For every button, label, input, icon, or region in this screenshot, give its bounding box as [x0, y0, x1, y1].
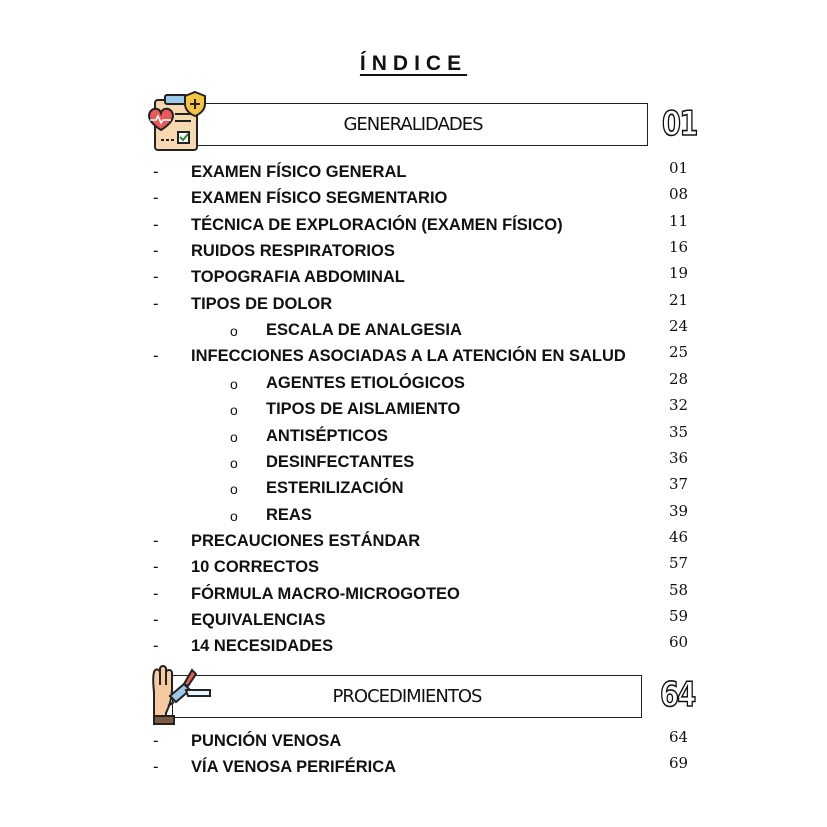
entry-bullet: o	[230, 454, 238, 471]
toc-entry	[0, 527, 827, 554]
entry-label: TOPOGRAFIA ABDOMINAL	[191, 268, 405, 287]
entry-label: EXAMEN FÍSICO SEGMENTARIO	[191, 189, 448, 208]
entry-bullet: o	[230, 507, 238, 524]
entry-page-number: 37	[669, 475, 689, 494]
section-label: GENERALIDADES	[343, 114, 483, 135]
entry-label: RUIDOS RESPIRATORIOS	[191, 242, 395, 261]
entry-bullet: o	[230, 323, 238, 340]
entry-page-number: 01	[669, 159, 689, 177]
entry-bullet: -	[153, 610, 159, 629]
toc-entry	[0, 754, 827, 780]
toc-subentry	[0, 422, 827, 449]
entry-label: 10 CORRECTOS	[191, 558, 320, 577]
toc-entry	[0, 343, 827, 369]
entry-bullet: -	[153, 189, 159, 208]
entry-label: AGENTES ETIOLÓGICOS	[266, 373, 465, 392]
entry-bullet: -	[153, 294, 159, 313]
entry-label: FÓRMULA MACRO-MICROGOTEO	[191, 584, 460, 603]
section-number: 01	[662, 104, 697, 144]
entry-page-number: 16	[669, 238, 689, 257]
entry-label: TIPOS DE DOLOR	[191, 294, 333, 313]
toc-entry	[0, 290, 827, 317]
entry-label: EQUIVALENCIAS	[191, 610, 326, 629]
entry-page-number: 46	[669, 527, 689, 546]
entry-bullet: -	[153, 268, 159, 287]
entry-bullet: -	[153, 215, 159, 234]
hand-injection-icon	[146, 660, 216, 731]
section-number: 64	[660, 675, 695, 715]
toc-subentry	[0, 475, 827, 501]
toc-subentry	[0, 396, 827, 422]
entry-label: ESCALA DE ANALGESIA	[266, 321, 462, 340]
entry-label: VÍA VENOSA PERIFÉRICA	[191, 758, 397, 776]
entry-label: ANTISÉPTICOS	[266, 426, 388, 445]
toc-entry	[0, 633, 827, 659]
toc-subentry	[0, 317, 827, 343]
entry-bullet: -	[153, 163, 159, 181]
entry-page-number: 59	[669, 606, 689, 625]
entry-page-number: 11	[669, 211, 689, 230]
entry-bullet: o	[230, 428, 238, 445]
entry-label: TIPOS DE AISLAMIENTO	[266, 400, 461, 419]
entry-page-number: 28	[669, 369, 689, 388]
entry-label: DESINFECTANTES	[266, 452, 415, 471]
toc-entry	[0, 238, 827, 264]
entry-label: EXAMEN FÍSICO GENERAL	[191, 163, 407, 181]
entry-page-number: 21	[669, 290, 689, 309]
entry-page-number: 39	[669, 501, 689, 520]
toc-entry	[0, 159, 827, 185]
entry-label: PRECAUCIONES ESTÁNDAR	[191, 531, 421, 550]
entry-bullet: -	[153, 732, 159, 750]
entry-page-number: 60	[669, 633, 689, 652]
entry-page-number: 57	[669, 554, 689, 573]
toc-subentry	[0, 501, 827, 528]
entry-label: TÉCNICA DE EXPLORACIÓN (EXAMEN FÍSICO)	[191, 215, 563, 234]
entry-bullet: -	[153, 584, 159, 603]
entry-label: 14 NECESIDADES	[191, 637, 334, 656]
entry-page-number: 36	[669, 448, 689, 467]
section-header-procedimientos	[172, 675, 642, 718]
entry-page-number: 32	[669, 396, 689, 415]
toc-entry	[0, 185, 827, 211]
toc-entry	[0, 554, 827, 580]
medical-record-heart-icon	[145, 90, 211, 157]
entry-page-number: 19	[669, 264, 689, 283]
entry-label: INFECCIONES ASOCIADAS A LA ATENCIÓN EN SALUD	[191, 347, 626, 366]
page-title: ÍNDICE	[359, 52, 468, 75]
entry-page-number: 58	[669, 580, 689, 599]
entry-page-number: 25	[669, 343, 689, 362]
toc-entry	[0, 264, 827, 290]
toc-entry	[0, 728, 827, 754]
section-header-generalidades	[178, 103, 648, 146]
toc-subentry	[0, 369, 827, 396]
toc-subentry	[0, 448, 827, 475]
entry-label: PUNCIÓN VENOSA	[191, 732, 342, 750]
entry-label: REAS	[266, 505, 312, 524]
entry-bullet: -	[153, 347, 159, 366]
entry-bullet: -	[153, 637, 159, 656]
entry-page-number: 24	[669, 317, 689, 336]
entry-page-number: 69	[669, 754, 689, 772]
section-label: PROCEDIMIENTOS	[332, 686, 482, 707]
entry-page-number: 64	[669, 728, 689, 746]
entry-label: ESTERILIZACIÓN	[266, 479, 404, 498]
entry-bullet: o	[230, 375, 238, 392]
entry-bullet: -	[153, 758, 159, 776]
entry-bullet: -	[153, 531, 159, 550]
toc-entry	[0, 580, 827, 607]
entry-page-number: 35	[669, 422, 689, 441]
toc-entry	[0, 211, 827, 238]
entry-bullet: o	[230, 481, 238, 498]
entry-bullet: -	[153, 558, 159, 577]
entry-bullet: -	[153, 242, 159, 261]
entry-page-number: 08	[669, 185, 689, 204]
entry-bullet: o	[230, 402, 238, 419]
toc-entry	[0, 606, 827, 633]
